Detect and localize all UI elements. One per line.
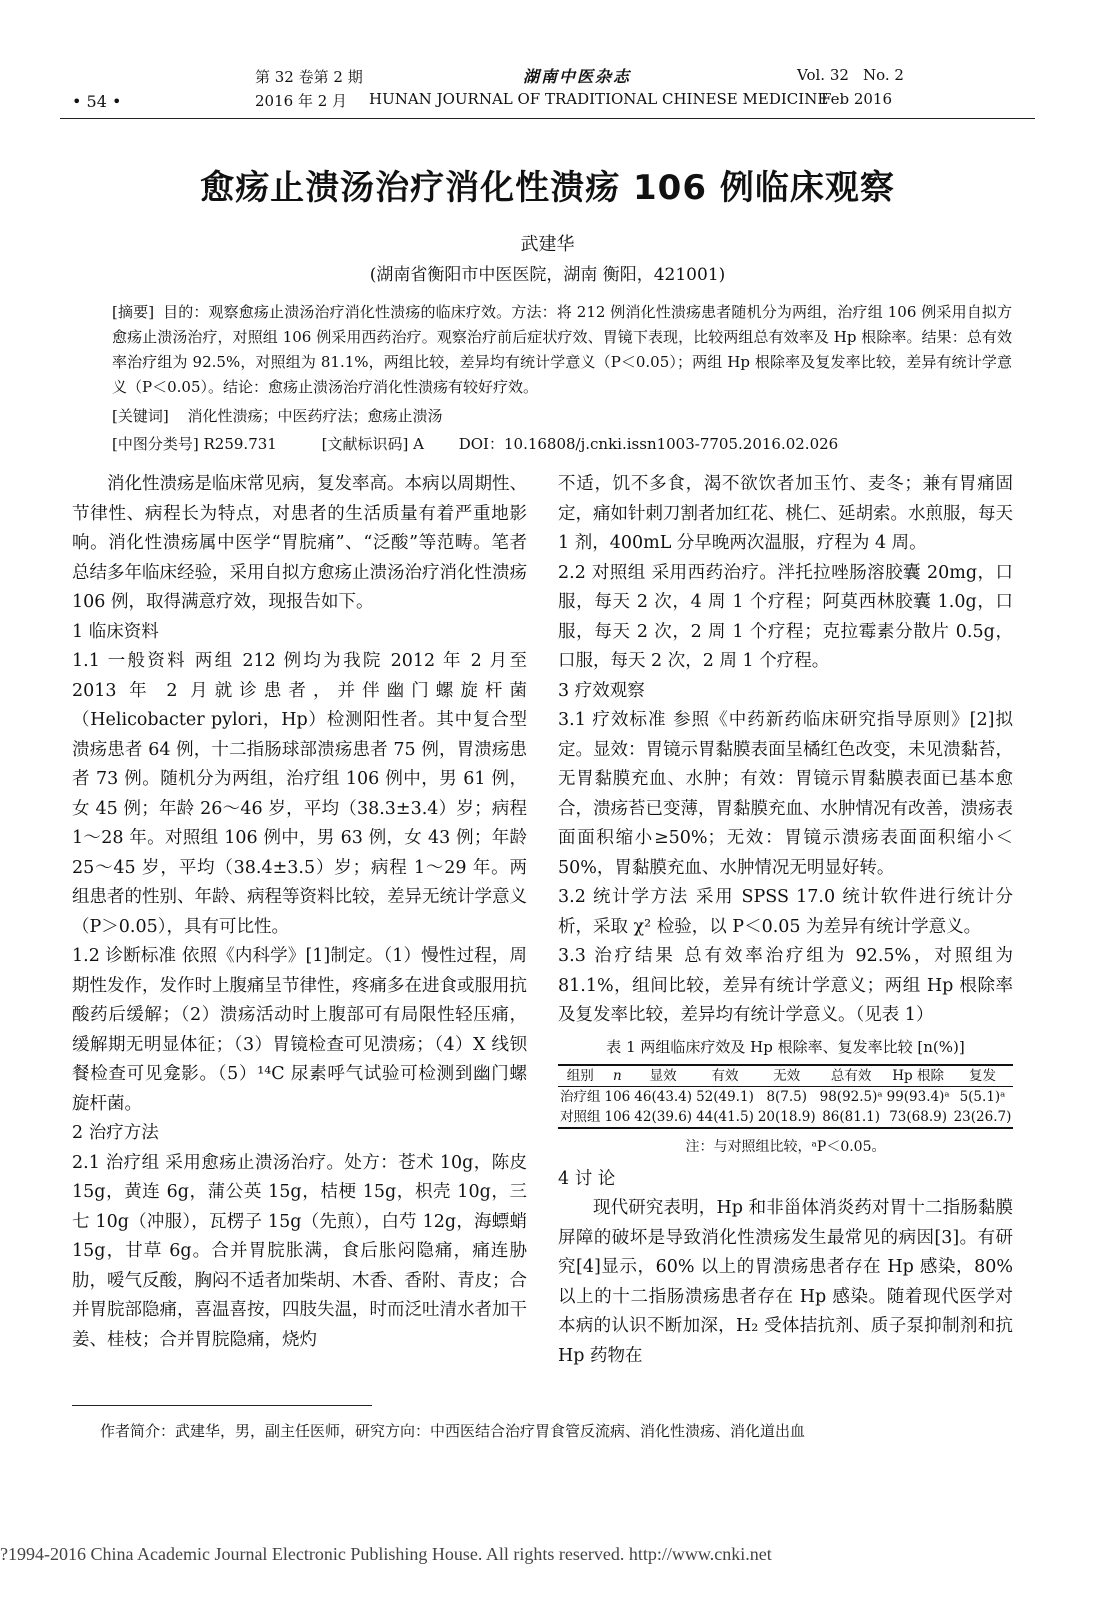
abstract [112, 300, 1012, 400]
section-1-2: 1.2 诊断标准 依照《内科学》[1]制定。（1）慢性过程，周期性发作，发作时上腹痛呈节律性，疼痛多在进食或服用抗酸药后缓解；（2）溃疡活动时上腹部可有局限性轻压痛，缓解期无明显体征；（3）胃镜检查可见溃疡；（4）X 线钡餐检查可见龛影。（5）¹⁴C 尿素呼气试验可检测到幽门螺旋杆菌。 [72, 946, 527, 1114]
running-header [255, 66, 905, 114]
table-header-cell: 组别 [566, 1068, 594, 1084]
table-header-cell: n [613, 1068, 622, 1084]
table-header-cell: 复发 [968, 1068, 996, 1084]
doi: DOI：10.16808/j.cnki.issn1003-7705.2016.02.026 [458, 435, 839, 453]
right-column [558, 470, 1013, 1371]
doc-value: A [413, 435, 424, 453]
discussion-paragraph: 现代研究表明，Hp 和非甾体消炎药对胃十二指肠黏膜屏障的破坏是导致消化性溃疡发生最常见的病因[3]。有研究[4]显示，60% 以上的胃溃疡患者存在 Hp 感染，80% 以上的十二指肠溃疡患者存在 Hp 感染。随着现代医学对本病的认识不断加深，H₂ 受体拮抗剂、质子泵抑制剂和抗 Hp 药物在 [558, 1198, 1013, 1366]
page-number: • 54 • [72, 92, 122, 111]
table-row [558, 1087, 1013, 1108]
table-cell: 20(18.9) [757, 1109, 816, 1125]
table-header-cell: 总有效 [830, 1068, 872, 1084]
article-title: 愈疡止溃汤治疗消化性溃疡 106 例临床观察 [200, 168, 895, 208]
date-en: Feb 2016 [821, 90, 893, 108]
table-row [558, 1107, 1013, 1128]
table-cell: 106 [604, 1109, 631, 1125]
author: 武建华 [520, 234, 575, 255]
table-cell: 23(26.7) [953, 1109, 1012, 1125]
table-cell: 106 [604, 1089, 631, 1105]
table-cell: 对照组 [560, 1109, 601, 1125]
section-3-heading: 3 疗效观察 [558, 680, 645, 701]
journal-en: HUNAN JOURNAL OF TRADITIONAL CHINESE MEDICINE [369, 90, 829, 108]
table-cell: 98(92.5)ᵃ [819, 1089, 883, 1105]
doc-label: [文献标识码] [321, 435, 409, 453]
table-header-cell: 有效 [711, 1068, 739, 1084]
date-cn: 2016 年 2 月 [255, 92, 348, 110]
no-en: No. 2 [863, 66, 904, 84]
table-cell: 42(39.6) [634, 1109, 693, 1125]
section-4-heading: 4 讨 论 [558, 1168, 616, 1189]
table-header-cell: 显效 [649, 1068, 677, 1084]
abstract-label: [摘要] [112, 303, 155, 321]
vol-en: Vol. 32 [797, 66, 849, 84]
table-cell: 5(5.1)ᵃ [959, 1089, 1006, 1105]
footnote-rule [72, 1405, 372, 1406]
section-2-1: 2.1 治疗组 采用愈疡止溃汤治疗。处方：苍术 10g，陈皮 15g，黄连 6g，蒲公英 15g，桔梗 15g，枳壳 10g，三七 10g（冲服），瓦楞子 15g（先煎），白芍 12g，海螵蛸 15g，甘草 6g。合并胃脘胀满，食后胀闷隐痛，痛连胁肋，嗳气反酸，胸闷不适者加柴胡、木香、香附、青皮；合并胃脘部隐痛，喜温喜按，四肢失温，时而泛吐清水者加干姜、桂枝；合并胃脘隐痛，烧灼 [72, 1152, 527, 1350]
section-2-heading: 2 治疗方法 [72, 1123, 159, 1143]
table-cell: 99(93.4)ᵃ [886, 1089, 950, 1105]
table-cell: 52(49.1) [696, 1089, 754, 1105]
table-1-note: 注：与对照组比较，ᵃP＜0.05。 [685, 1139, 886, 1155]
clc-value: R259.731 [203, 435, 277, 453]
clc-label: [中图分类号] [112, 435, 199, 453]
section-2-1-continued: 不适，饥不多食，渴不欲饮者加玉竹、麦冬；兼有胃痛固定，痛如针刺刀割者加红花、桃仁、延胡索。水煎服，每天 1 剂，400mL 分早晚两次温服，疗程为 4 周。 [558, 474, 1013, 553]
table-1-title: 表 1 两组临床疗效及 Hp 根除率、复发率比较 [n(%)] [606, 1037, 965, 1056]
copyright-line: ?1994-2016 China Academic Journal Electronic Publishing House. All rights reserved. http://www.cnki.net [0, 1544, 772, 1564]
table-1 [558, 1064, 1013, 1129]
section-1-heading: 1 临床资料 [72, 621, 159, 642]
abstract-text: 目的：观察愈疡止溃汤治疗消化性溃疡的临床疗效。方法：将 212 例消化性溃疡患者随机分为两组，治疗组 106 例采用自拟方愈疡止溃汤治疗，对照组 106 例采用西药治疗。观察治疗前后症状疗效、胃镜下表现，比较两组总有效率及 Hp 根除率。结果：总有效率治疗组为 92.5%，对照组为 81.1%，两组比较，差异均有统计学意义（P＜0.05）；两组 Hp 根除率及复发率比较，差异有统计学意义（P＜0.05）。结论：愈疡止溃汤治疗消化性溃疡有较好疗效。 [112, 303, 1012, 396]
section-3-2: 3.2 统计学方法 采用 SPSS 17.0 统计软件进行统计分析，采取 χ² 检验，以 P＜0.05 为差异有统计学意义。 [558, 887, 1013, 937]
table-cell: 86(81.1) [822, 1109, 880, 1125]
table-cell: 46(43.4) [634, 1089, 693, 1105]
table-header-cell: Hp 根除 [892, 1068, 944, 1084]
keywords-text: 消化性溃疡；中医药疗法；愈疡止溃汤 [187, 407, 443, 425]
table-cell: 44(41.5) [696, 1109, 754, 1125]
table-cell: 73(68.9) [889, 1109, 947, 1125]
section-3-3: 3.3 治疗结果 总有效率治疗组为 92.5%，对照组为 81.1%，组间比较，差异有统计学意义；两组 Hp 根除率及复发率比较，差异均有统计学意义。（见表 1） [558, 946, 1013, 1025]
table-cell: 8(7.5) [766, 1089, 808, 1105]
left-column [72, 470, 527, 1355]
header-rule [60, 118, 1035, 119]
section-2-2: 2.2 对照组 采用西药治疗。泮托拉唑肠溶胶囊 20mg，口服，每天 2 次，4 周 1 个疗程；阿莫西林胶囊 1.0g，口服，每天 2 次，2 周 1 个疗程；克拉霉素分散片 0.5g，口服，每天 2 次，2 周 1 个疗程。 [558, 562, 1013, 671]
table-cell: 治疗组 [560, 1089, 601, 1105]
keywords [112, 404, 1012, 429]
volume-cn: 第 32 卷第 2 期 [255, 68, 363, 86]
classification [112, 432, 1012, 457]
section-1-1: 1.1 一般资料 两组 212 例均为我院 2012 年 2 月至 2013 年 2 月就诊患者，并伴幽门螺旋杆菌（Helicobacter pylori，Hp）检测阳性者。其中复合型溃疡患者 64 例，十二指肠球部溃疡患者 75 例，胃溃疡患者 73 例。随机分为两组，治疗组 106 例中，男 61 例，女 45 例；年龄 26～46 岁，平均（38.3±3.4）岁；病程 1～28 年。对照组 106 例中，男 63 例，女 43 例；年龄 25～45 岁，平均（38.4±3.5）岁；病程 1～29 年。两组患者的性别、年龄、病程等资料比较，差异无统计学意义（P＞0.05），具有可比性。 [72, 651, 527, 937]
section-3-1: 3.1 疗效标准 参照《中药新药临床研究指导原则》[2]拟定。显效：胃镜示胃黏膜表面呈橘红色改变，未见溃黏苔，无胃黏膜充血、水肿；有效：胃镜示胃黏膜表面已基本愈合，溃疡苔已变薄，胃黏膜充血、水肿情况有改善，溃疡表面面积缩小≥50%；无效：胃镜示溃疡表面面积缩小＜50%，胃黏膜充血、水肿情况无明显好转。 [558, 710, 1013, 878]
affiliation: (湖南省衡阳市中医医院，湖南 衡阳，421001) [369, 265, 726, 285]
intro-paragraph: 消化性溃疡是临床常见病，复发率高。本病以周期性、节律性、病程长为特点，对患者的生活质量有着严重地影响。消化性溃疡属中医学“胃脘痛”、“泛酸”等范畴。笔者总结多年临床经验，采用自拟方愈疡止溃汤治疗消化性溃疡 106 例，取得满意疗效，现报告如下。 [72, 474, 527, 612]
table-header-cell: 无效 [773, 1068, 801, 1084]
keywords-label: [关键词] [112, 407, 169, 425]
journal-logo: 湖南中医杂志 [523, 67, 632, 86]
table-header-row [558, 1065, 1013, 1087]
author-footnote: 作者简介：武建华，男，副主任医师，研究方向：中西医结合治疗胃食管反流病、消化性溃疡、消化道出血 [100, 1422, 806, 1440]
